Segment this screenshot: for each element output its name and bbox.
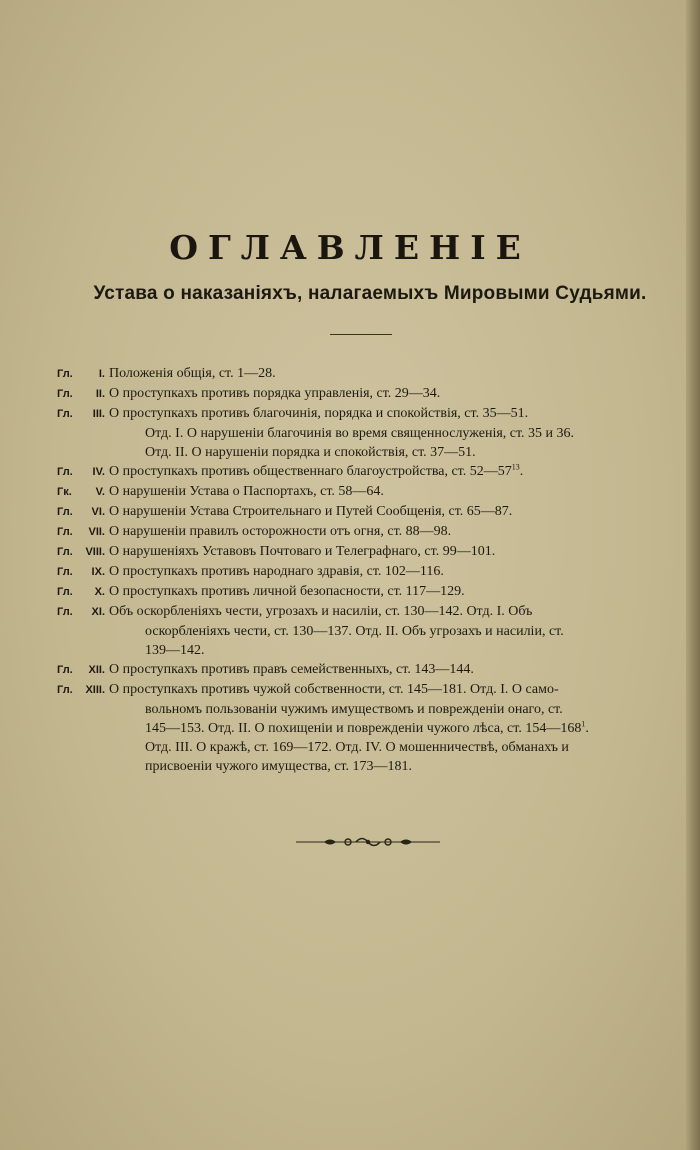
chapter-subsection: Отд. II. О нарушенiи порядка и спокойствiя, ст. 37—51.: [145, 445, 476, 460]
chapter-label: Гл.: [57, 664, 73, 676]
chapter-label: Гл.: [57, 546, 73, 558]
chapter-label: Гл.: [57, 388, 73, 400]
chapter-text: Объ оскорбленiяхъ чести, угрозахъ и насилiи, ст. 130—142. Отд. I. Объ: [109, 604, 533, 619]
chapter-label: Гл.: [57, 506, 73, 518]
chapter-number: III.: [92, 408, 105, 420]
chapter-number: VII.: [88, 526, 105, 538]
chapter-continuation: [57, 719, 657, 738]
chapter-text-tail: .: [519, 464, 524, 479]
chapter-number: IV.: [92, 466, 105, 478]
book-spine-shadow: [686, 0, 700, 1150]
toc-entry-13: [57, 680, 657, 700]
chapter-text: О проступкахъ противъ народнаго здравiя, ст. 102—116.: [109, 564, 444, 579]
toc-entry-3: [57, 404, 657, 424]
chapter-text: О проступкахъ противъ чужой собственности, ст. 145—181. Отд. I. О само-: [109, 682, 559, 697]
chapter-continuation: вольномъ пользованiи чужимъ имуществомъ и поврежденiи онаго, ст.: [145, 702, 563, 717]
chapter-text: О проступкахъ противъ правъ семейственныхъ, ст. 143—144.: [109, 662, 474, 677]
chapter-continuation-text: 145—153. Отд. II. О похищенiи и поврежденiи чужого лѣса, ст. 154—168: [145, 721, 582, 736]
chapter-text: О нарушенiяхъ Уставовъ Почтоваго и Телеграфнаго, ст. 99—101.: [109, 544, 496, 559]
chapter-text: О нарушенiи Устава Строительнаго и Путей Сообщенiя, ст. 65—87.: [109, 504, 513, 519]
superscript: 1: [581, 719, 586, 729]
toc-entry-9: [57, 562, 657, 582]
toc-entry-2: [57, 384, 657, 404]
chapter-number: X.: [94, 586, 105, 598]
chapter-subsection: Отд. I. О нарушенiи благочинiя во время священнослуженiя, ст. 35 и 36.: [145, 426, 575, 441]
chapter-number: II.: [95, 388, 105, 400]
chapter-label: Гл.: [57, 526, 73, 538]
chapter-text: О нарушенiи Устава о Паспортахъ, ст. 58—64.: [109, 484, 384, 499]
chapter-number: V.: [95, 486, 105, 498]
chapter-text: Положенiя общiя, ст. 1—28.: [109, 366, 276, 381]
chapter-continuation: присвоенiи чужого имущества, ст. 173—181.: [145, 759, 412, 774]
toc-entry-1: [57, 364, 657, 384]
chapter-number: XI.: [91, 606, 105, 618]
table-of-contents: [57, 364, 657, 776]
chapter-number: VI.: [91, 506, 105, 518]
chapter-text: О проступкахъ противъ личной безопасности, ст. 117—129.: [109, 584, 465, 599]
page-title: ОГЛАВЛЕНIЕ: [169, 228, 531, 267]
divider-rule: [330, 334, 392, 335]
chapter-label: Гл.: [57, 466, 73, 478]
chapter-number: IX.: [91, 566, 105, 578]
chapter-text: О проступкахъ противъ порядка управленiя, ст. 29—34.: [109, 386, 441, 401]
page-subtitle: Устава о наказанiяхъ, налагаемыхъ Мировыми Судьями.: [93, 283, 647, 304]
chapter-label: Гл.: [57, 566, 73, 578]
chapter-number: VIII.: [85, 546, 105, 558]
chapter-text: О проступкахъ противъ общественнаго благоустройства, ст. 52—57: [109, 464, 512, 479]
toc-entry-8: [57, 542, 657, 562]
chapter-label: Гк.: [57, 486, 72, 498]
toc-entry-7: [57, 522, 657, 542]
chapter-continuation: оскорбленiяхъ чести, ст. 130—137. Отд. II. Объ угрозахъ и насилiи, ст.: [145, 624, 564, 639]
chapter-label: Гл.: [57, 684, 73, 696]
chapter-text-tail: .: [585, 721, 589, 736]
chapter-continuation: Отд. III. О кражѣ, ст. 169—172. Отд. IV. О мошенничествѣ, обманахъ и: [145, 740, 569, 755]
toc-entry-12: [57, 660, 657, 680]
toc-entry-10: [57, 582, 657, 602]
chapter-label: Гл.: [57, 606, 73, 618]
chapter-number: XIII.: [85, 684, 105, 696]
superscript: 13: [511, 462, 520, 472]
toc-entry-5: [57, 482, 657, 502]
chapter-continuation: 139—142.: [145, 643, 205, 658]
chapter-label: Гл.: [57, 368, 73, 380]
toc-entry-6: [57, 502, 657, 522]
chapter-text: О нарушенiи правилъ осторожности отъ огня, ст. 88—98.: [109, 524, 452, 539]
chapter-text: О проступкахъ противъ благочинiя, порядка и спокойствiя, ст. 35—51.: [109, 406, 529, 421]
chapter-number: I.: [98, 368, 105, 380]
chapter-label: Гл.: [57, 586, 73, 598]
toc-entry-11: [57, 602, 657, 622]
chapter-number: XII.: [88, 664, 105, 676]
ornament-icon: [296, 836, 440, 848]
chapter-label: Гл.: [57, 408, 73, 420]
toc-entry-4: [57, 462, 657, 482]
